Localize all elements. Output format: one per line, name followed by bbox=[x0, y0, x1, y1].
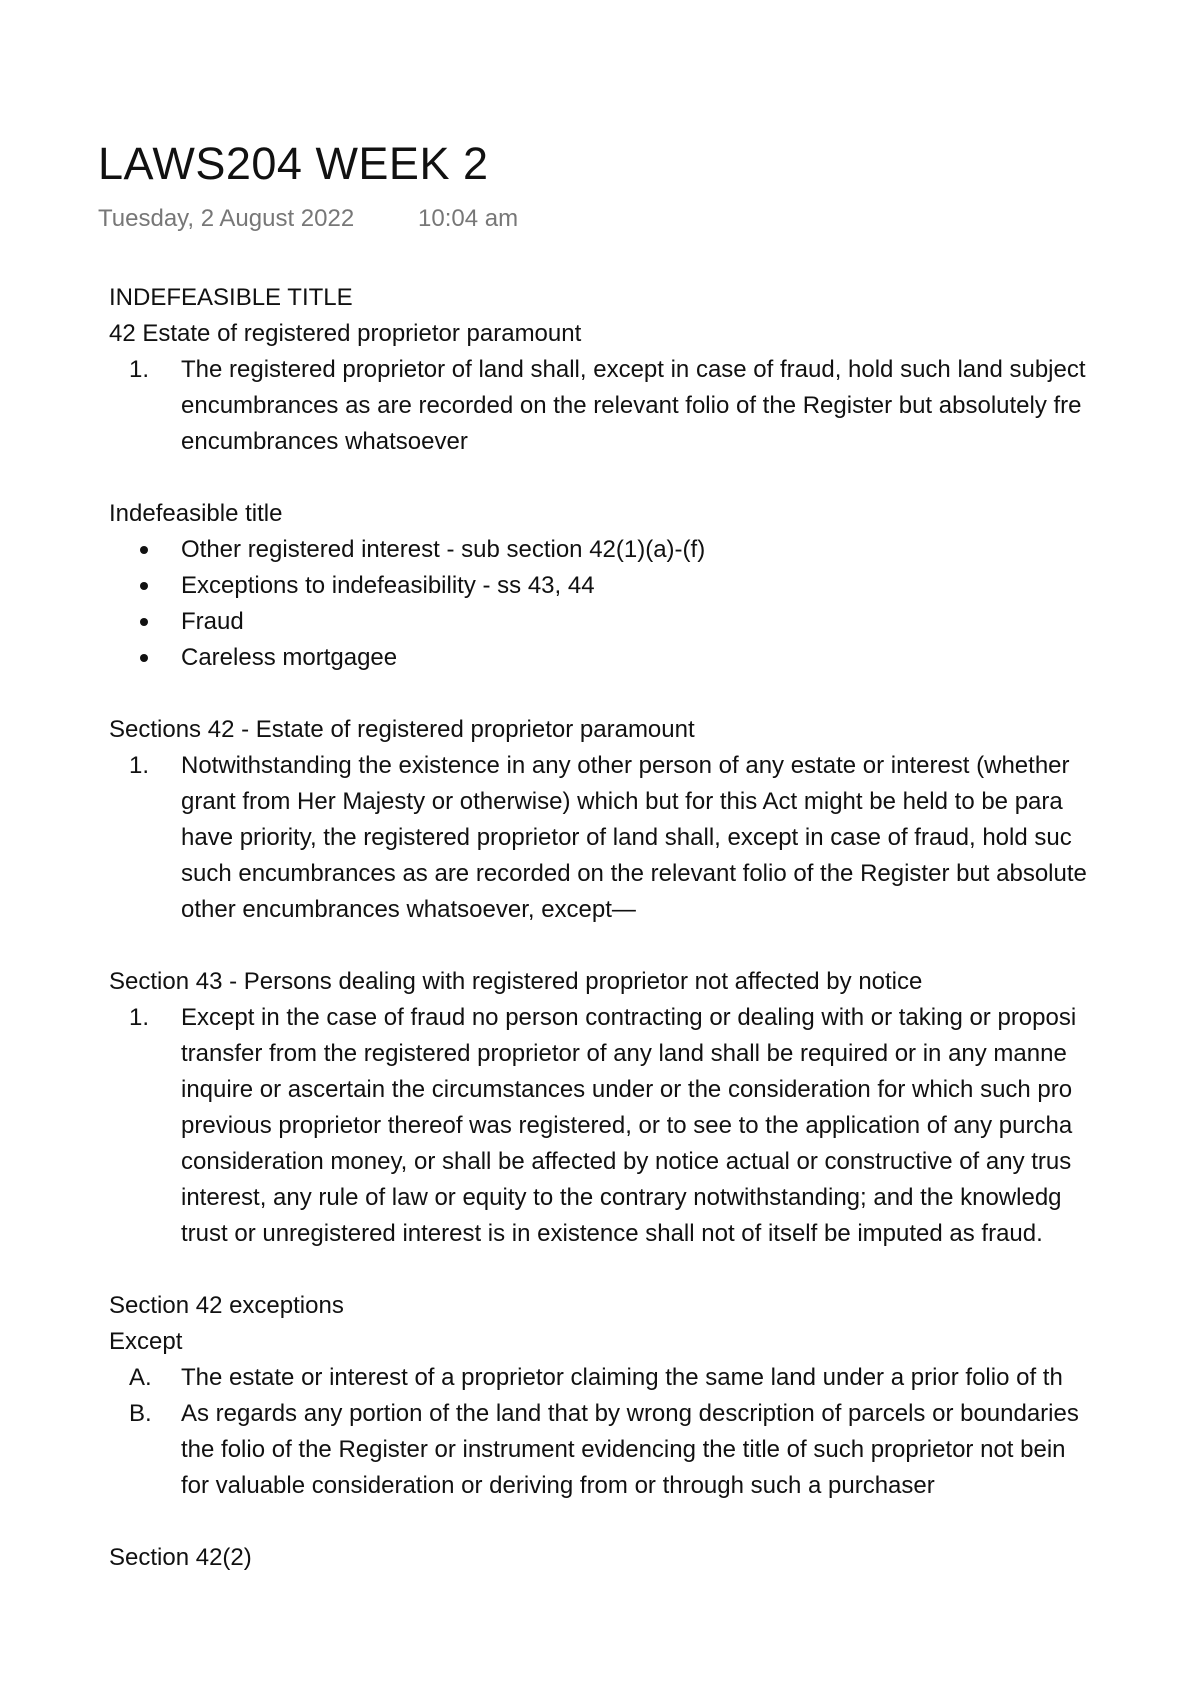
note-time: 10:04 am bbox=[418, 205, 519, 232]
section-heading-indefeasible-title: INDEFEASIBLE TITLE bbox=[109, 284, 353, 311]
paragraph-line: grant from Her Majesty or otherwise) which but for this Act might be held to be para bbox=[181, 788, 1063, 815]
except-label: Except bbox=[109, 1328, 183, 1355]
paragraph-line: As regards any portion of the land that by wrong description of parcels or boundaries bbox=[181, 1400, 1079, 1427]
section-heading-indefeasible: Indefeasible title bbox=[109, 500, 283, 527]
list-number: 1. bbox=[129, 1004, 150, 1031]
paragraph-line: other encumbrances whatsoever, except— bbox=[181, 896, 636, 923]
paragraph-line: consideration money, or shall be affected by notice actual or constructive of any trus bbox=[181, 1148, 1072, 1175]
paragraph-line: Notwithstanding the existence in any other person of any estate or interest (whether bbox=[181, 752, 1070, 779]
bullet-text: Other registered interest - sub section 42(1)(a)-(f) bbox=[181, 536, 706, 563]
bullet-item bbox=[109, 640, 1200, 676]
paragraph-line: Except in the case of fraud no person contracting or dealing with or taking or proposi bbox=[181, 1004, 1077, 1031]
paragraph-line: trust or unregistered interest is in existence shall not of itself be imputed as fraud. bbox=[181, 1220, 1043, 1247]
section-heading-exceptions: Section 42 exceptions bbox=[109, 1292, 344, 1319]
bullet-text: Exceptions to indefeasibility - ss 43, 44 bbox=[181, 572, 595, 599]
bullet-icon bbox=[140, 618, 148, 626]
page-title: LAWS204 WEEK 2 bbox=[98, 138, 489, 189]
paragraph-line: inquire or ascertain the circumstances under or the consideration for which such pro bbox=[181, 1076, 1073, 1103]
paragraph-line: encumbrances whatsoever bbox=[181, 428, 468, 455]
paragraph-line: encumbrances as are recorded on the relevant folio of the Register but absolutely fre bbox=[181, 392, 1082, 419]
bullet-text: Careless mortgagee bbox=[181, 644, 398, 671]
section-heading-section-43: Section 43 - Persons dealing with registered proprietor not affected by notice bbox=[109, 968, 923, 995]
bullet-icon bbox=[140, 546, 148, 554]
paragraph-line: transfer from the registered proprietor of any land shall be required or in any manne bbox=[181, 1040, 1067, 1067]
paragraph-line: the folio of the Register or instrument evidencing the title of such proprietor not bein bbox=[181, 1436, 1066, 1463]
note-date: Tuesday, 2 August 2022 bbox=[98, 205, 355, 232]
list-number: 1. bbox=[129, 356, 150, 383]
paragraph-line: for valuable consideration or deriving from or through such a purchaser bbox=[181, 1472, 935, 1499]
list-number: 1. bbox=[129, 752, 150, 779]
note-timestamp bbox=[98, 205, 519, 233]
bullet-icon bbox=[140, 654, 148, 662]
paragraph-line: such encumbrances as are recorded on the relevant folio of the Register but absolute bbox=[181, 860, 1087, 887]
list-item bbox=[109, 748, 1200, 928]
section-heading-sections-42: Sections 42 - Estate of registered proprietor paramount bbox=[109, 716, 695, 743]
list-item bbox=[109, 1396, 1200, 1504]
note-body bbox=[109, 280, 1200, 1576]
paragraph-line: previous proprietor thereof was registered, or to see to the application of any purcha bbox=[181, 1112, 1073, 1139]
list-letter: A. bbox=[129, 1364, 152, 1391]
list-item bbox=[109, 1000, 1200, 1252]
bullet-item bbox=[109, 604, 1200, 640]
list-item bbox=[109, 352, 1200, 460]
paragraph-line: interest, any rule of law or equity to the contrary notwithstanding; and the knowledg bbox=[181, 1184, 1062, 1211]
bullet-item bbox=[109, 568, 1200, 604]
paragraph-line: have priority, the registered proprietor of land shall, except in case of fraud, hold suc bbox=[181, 824, 1072, 851]
list-item bbox=[109, 1360, 1200, 1396]
bullet-item bbox=[109, 532, 1200, 568]
paragraph-line: The estate or interest of a proprietor claiming the same land under a prior folio of th bbox=[181, 1364, 1063, 1391]
paragraph-line: The registered proprietor of land shall, except in case of fraud, hold such land subject bbox=[181, 356, 1086, 383]
list-letter: B. bbox=[129, 1400, 152, 1427]
section-heading-s42: 42 Estate of registered proprietor paramount bbox=[109, 320, 582, 347]
bullet-text: Fraud bbox=[181, 608, 244, 635]
section-heading-s42-2: Section 42(2) bbox=[109, 1544, 252, 1571]
bullet-icon bbox=[140, 582, 148, 590]
